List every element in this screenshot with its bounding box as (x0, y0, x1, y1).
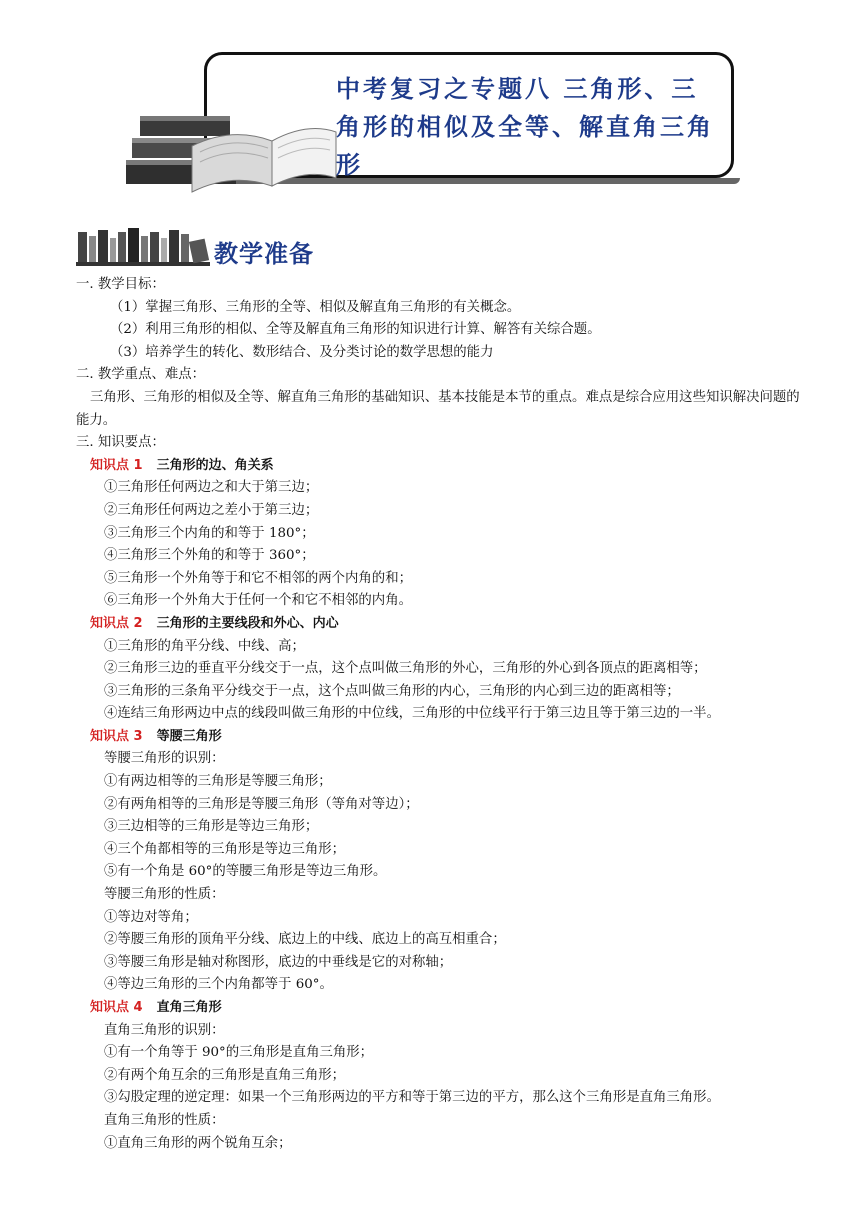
list-item: ②三角形任何两边之差小于第三边； (104, 502, 319, 518)
list-item: 直角三角形的识别： (104, 1022, 225, 1038)
knowledge-point-title: 三角形的边、角关系 (156, 457, 274, 473)
list-item: ③三角形三个内角的和等于 180°； (104, 525, 315, 541)
list-item: 等腰三角形的性质： (104, 887, 225, 903)
section-heading: 三. 知识要点： (76, 435, 165, 451)
knowledge-point-heading (76, 455, 800, 478)
knowledge-point-title: 直角三角形 (156, 1000, 222, 1015)
list-item: ①等边对等角； (104, 909, 198, 925)
list-item: ④三角形三个外角的和等于 360°； (104, 548, 315, 564)
knowledge-point-heading (76, 613, 800, 636)
objective-item: （1）掌握三角形、三角形的全等、相似及解直角三角形的有关概念。 (110, 299, 521, 315)
knowledge-point-tag: 知识点 3 (90, 728, 143, 744)
bookshelf-banner-icon (76, 226, 210, 268)
list-item: ①直角三角形的两个锐角互余； (104, 1135, 292, 1151)
section-title: 教学准备 (214, 240, 314, 268)
knowledge-point-tag: 知识点 1 (90, 457, 143, 473)
list-item: ⑥三角形一个外角大于任何一个和它不相邻的内角。 (104, 593, 412, 609)
knowledge-point-tag: 知识点 4 (90, 1000, 143, 1015)
list-item: ⑤三角形一个外角等于和它不相邻的两个内角的和； (104, 570, 412, 586)
list-item: ④连结三角形两边中点的线段叫做三角形的中位线，三角形的中位线平行于第三边且等于第三边的一半。 (104, 706, 720, 722)
list-item: ①有两边相等的三角形是等腰三角形； (104, 774, 332, 790)
document-title: 中考复习之专题八 三角形、三角形的相似及全等、解直角三角形 (336, 74, 714, 179)
document-body (76, 274, 800, 1155)
knowledge-point-heading (76, 997, 800, 1020)
list-item: ④三个角都相等的三角形是等边三角形； (104, 841, 346, 857)
list-item: ①三角形的角平分线、中线、高； (104, 638, 305, 654)
list-item: ②三角形三边的垂直平分线交于一点，这个点叫做三角形的外心，三角形的外心到各顶点的距离相等； (104, 661, 707, 677)
list-item: ③三边相等的三角形是等边三角形； (104, 819, 319, 835)
list-item: ⑤有一个角是 60°的等腰三角形是等边三角形。 (104, 864, 387, 880)
books-illustration (122, 86, 342, 196)
list-item: ③三角形的三条角平分线交于一点，这个点叫做三角形的内心，三角形的内心到三边的距离相等； (104, 683, 680, 699)
list-item: ①有一个角等于 90°的三角形是直角三角形； (104, 1045, 374, 1061)
list-item: ③等腰三角形是轴对称图形，底边的中垂线是它的对称轴； (104, 954, 453, 970)
list-item: ①三角形任何两边之和大于第三边； (104, 480, 319, 496)
list-item: ②有两角相等的三角形是等腰三角形（等角对等边）； (104, 796, 419, 812)
knowledge-point-heading (76, 726, 800, 749)
list-item: ③勾股定理的逆定理：如果一个三角形两边的平方和等于第三边的平方，那么这个三角形是直角三角形。 (104, 1090, 720, 1106)
list-item: ④等边三角形的三个内角都等于 60°。 (104, 977, 333, 993)
section-heading: 一. 教学目标： (76, 277, 165, 292)
section-paragraph: 三角形、三角形的相似及全等、解直角三角形的基础知识、基本技能是本节的重点。难点是综合应用这些知识解决问题的能力。 (76, 389, 800, 428)
section-heading: 二. 教学重点、难点： (76, 367, 206, 383)
list-item: ②有两个角互余的三角形是直角三角形； (104, 1067, 346, 1083)
objective-item: （2）利用三角形的相似、全等及解直角三角形的知识进行计算、解答有关综合题。 (110, 322, 601, 338)
knowledge-point-title: 等腰三角形 (156, 728, 222, 744)
list-item: 等腰三角形的识别： (104, 751, 225, 767)
knowledge-point-title: 三角形的主要线段和外心、内心 (156, 615, 339, 631)
list-item: ②等腰三角形的顶角平分线、底边上的中线、底边上的高互相重合； (104, 932, 506, 948)
list-item: 直角三角形的性质： (104, 1112, 225, 1128)
knowledge-point-tag: 知识点 2 (90, 615, 143, 631)
objective-item: （3）培养学生的转化、数形结合、及分类讨论的数学思想的能力 (110, 344, 494, 360)
